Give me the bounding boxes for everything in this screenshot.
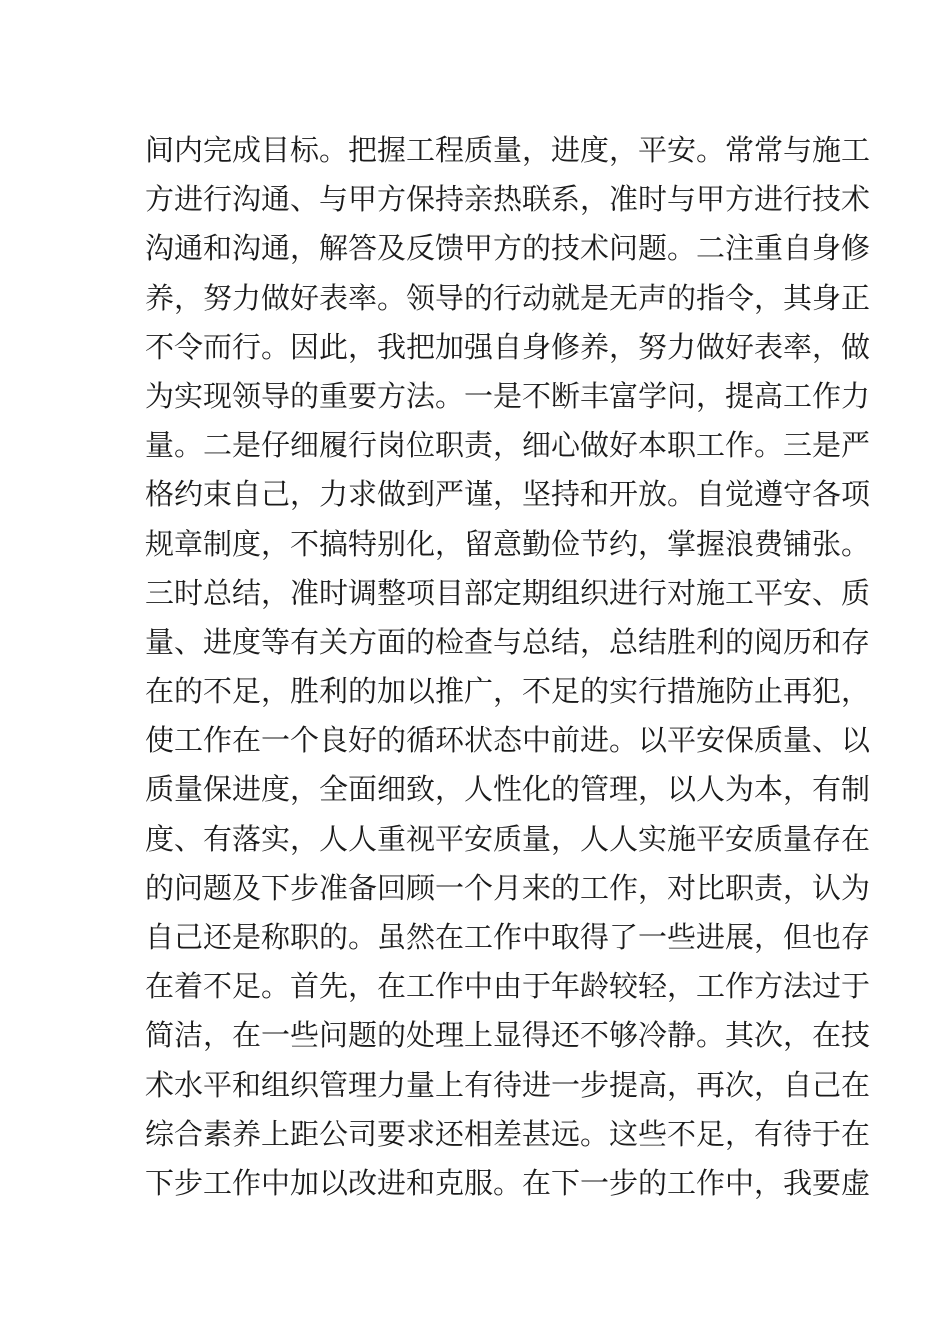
text-line: 三时总结，准时调整项目部定期组织进行对施工平安、质: [145, 575, 871, 610]
text-line: 为实现领导的重要方法。一是不断丰富学问，提高工作力: [145, 378, 871, 413]
text-line: 不令而行。因此，我把加强自身修养，努力做好表率，做: [145, 329, 871, 364]
text-line: 自己还是称职的。虽然在工作中取得了一些进展，但也存: [145, 920, 871, 954]
text-line: 在的不足，胜利的加以推广，不足的实行措施防止再犯，: [145, 674, 871, 709]
text-line: 度、有落实，人人重视平安质量，人人实施平安质量存在: [145, 821, 871, 856]
text-line: 下步工作中加以改进和克服。在下一步的工作中，我要虚: [145, 1165, 871, 1200]
body-text: [145, 126, 871, 1208]
text-line: 养，努力做好表率。领导的行动就是无声的指令，其身正: [145, 280, 871, 315]
text-line: 方进行沟通、与甲方保持亲热联系，准时与甲方进行技术: [145, 182, 871, 217]
text-line: 沟通和沟通，解答及反馈甲方的技术问题。二注重自身修: [145, 231, 871, 266]
text-line: 间内完成目标。把握工程质量，进度，平安。常常与施工: [145, 133, 871, 167]
text-line: 格约束自己，力求做到严谨，坚持和开放。自觉遵守各项: [145, 477, 871, 512]
text-line: 量、进度等有关方面的检查与总结，总结胜利的阅历和存: [145, 624, 871, 659]
text-line: 质量保进度，全面细致，人性化的管理，以人为本，有制: [145, 772, 871, 807]
text-line: 术水平和组织管理力量上有待进一步提高，再次，自己在: [145, 1067, 871, 1102]
text-line: 规章制度，不搞特别化，留意勤俭节约，掌握浪费铺张。: [145, 526, 871, 561]
text-line: 量。二是仔细履行岗位职责，细心做好本职工作。三是严: [145, 428, 871, 463]
text-line: 使工作在一个良好的循环状态中前进。以平安保质量、以: [145, 723, 871, 758]
text-line: 简洁，在一些问题的处理上显得还不够冷静。其次，在技: [145, 1018, 871, 1053]
text-line: 的问题及下步准备回顾一个月来的工作，对比职责，认为: [145, 870, 871, 905]
text-line: 在着不足。首先，在工作中由于年龄较轻，工作方法过于: [145, 969, 871, 1004]
text-line: 综合素养上距公司要求还相差甚远。这些不足，有待于在: [145, 1116, 871, 1151]
